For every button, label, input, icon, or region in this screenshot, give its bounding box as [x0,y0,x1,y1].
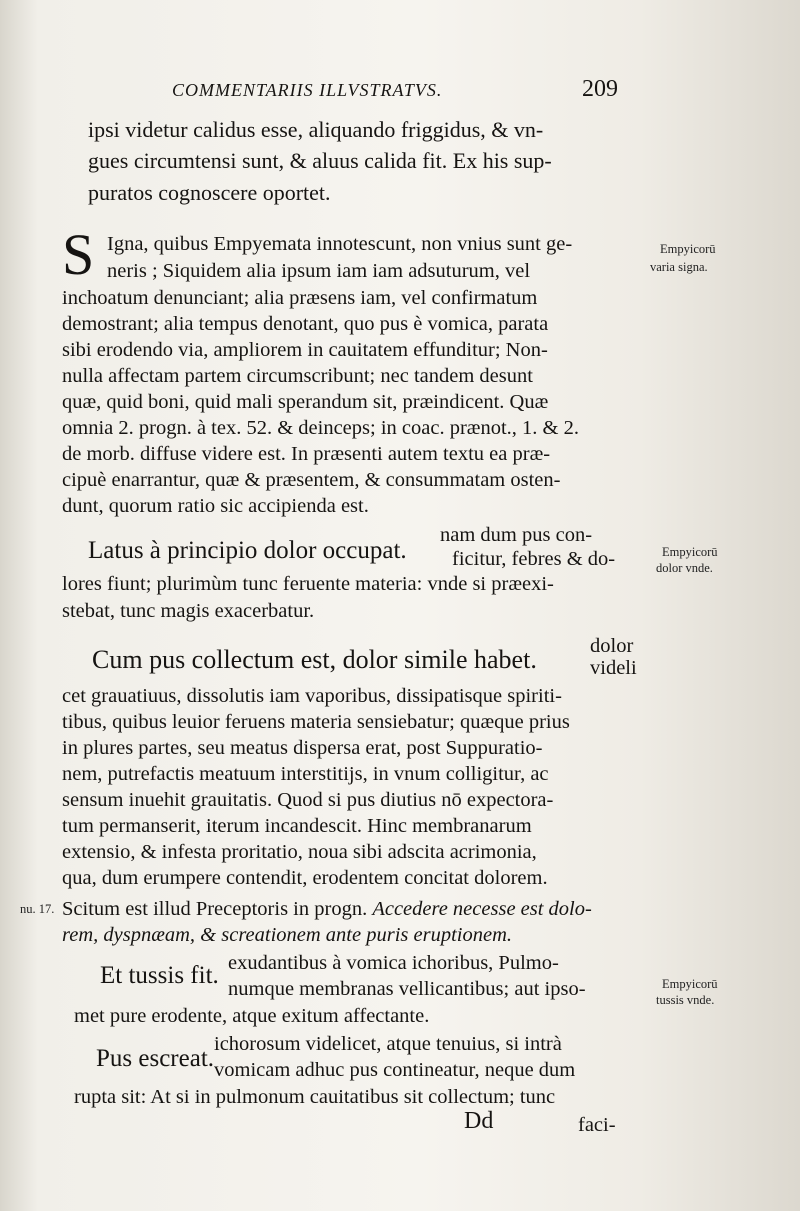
margin-note-tussis-2: tussis vnde. [656,993,715,1007]
cum-lemma: Cum pus collectum est, dolor simile habet. [92,645,537,674]
cum-line-7: extensio, & infesta proritatio, noua sibi adscita acrimonia, [62,841,537,863]
cum-gloss-lower: videli [590,657,637,679]
cum-line-6: tum permanserit, iterum incandescit. Hinc membranarum [62,815,532,837]
pus-line-1: rupta sit: At si in pulmonum cauitatibus sit collectum; tunc [74,1086,556,1108]
cum-reference-italic-1: Accedere necesse est dolo- [372,898,592,920]
signa-line-10: cipuè enarrantur, quæ & præsentem, & consummatam osten- [62,469,561,491]
margin-note-tussis-1: Empyicorū [662,977,718,991]
signa-line-1: Igna, quibus Empyemata innotescunt, non vnius sunt ge- [107,233,573,255]
cum-line-1: cet grauatiuus, dissolutis iam vaporibus, dissipatisque spiriti- [62,685,562,707]
page-number: 209 [582,76,618,102]
pus-gloss-lower: vomicam adhuc pus contineatur, neque dum [214,1059,576,1081]
signa-line-9: de morb. diffuse videre est. In præsenti autem textu ea præ- [62,443,551,465]
latus-gloss-lower: ficitur, febres & do- [452,548,616,570]
pus-lemma: Pus escreat. [96,1045,215,1072]
latus-line-2: stebat, tunc magis exacerbatur. [62,600,315,622]
margin-note-signa-2: varia signa. [650,260,708,274]
latus-line-1: lores fiunt; plurimùm tunc feruente materia: vnde si præexi- [62,573,554,595]
latus-lemma: Latus à principio dolor occupat. [88,537,407,564]
tussis-line-1: met pure erodente, atque exitum affectante. [74,1005,430,1027]
cum-reference-italic-2: rem, dyspnæam, & screationem ante puris eruptionem. [62,924,512,946]
signa-line-8: omnia 2. progn. à tex. 52. & deinceps; in coac. prænot., 1. & 2. [62,417,579,439]
cum-line-5: sensum inuehit grauitatis. Quod si pus diutius nō expectora- [62,789,554,811]
signa-line-2: neris ; Siquidem alia ipsum iam iam adsuturum, vel [107,260,531,282]
cum-reference [62,896,592,922]
signature-mark: Dd [464,1108,494,1134]
margin-ref-number: nu. 17. [20,902,55,916]
signa-line-11: dunt, quorum ratio sic accipienda est. [62,495,369,517]
cum-line-4: nem, putrefactis meatuum interstitijs, in vnum colligitur, ac [62,763,549,785]
margin-note-signa-1: Empyicorū [660,242,716,256]
margin-note-dolor-1: Empyicorū [662,545,718,559]
pus-gloss-upper: ichorosum videlicet, atque tenuius, si intrà [214,1033,562,1055]
signa-line-6: nulla affectam partem circumscribunt; nec tandem desunt [62,365,533,387]
signa-line-3: inchoatum denunciant; alia præsens iam, vel confirmatum [62,287,538,309]
opening-line-2: gues circumtensi sunt, & aluus calida fit. Ex his sup- [88,148,552,173]
tussis-gloss-lower: numque membranas vellicantibus; aut ipso- [228,978,586,1000]
drop-cap-initial: S [62,222,95,287]
cum-line-3: in plures partes, seu meatus dispersa erat, post Suppuratio- [62,737,543,759]
catchword: faci- [578,1114,616,1136]
signa-line-4: demostrant; alia tempus denotant, quo pus è vomica, parata [62,313,549,335]
signa-line-7: quæ, quid boni, quid mali sperandum sit, præindicent. Quæ [62,391,549,413]
running-title: COMMENTARIIS ILLVSTRATVS. [172,80,443,100]
latus-gloss-upper: nam dum pus con- [440,524,593,546]
margin-note-dolor-2: dolor vnde. [656,561,713,575]
tussis-lemma: Et tussis fit. [100,962,219,989]
cum-line-8: qua, dum erumpere contendit, erodentem concitat dolorem. [62,867,548,889]
opening-line-1: ipsi videtur calidus esse, aliquando friggidus, & vn- [88,117,544,142]
cum-line-2: tibus, quibus leuior feruens materia sensiebatur; quæque prius [62,711,570,733]
signa-line-5: sibi erodendo via, ampliorem in cauitatem effunditur; Non- [62,339,548,361]
cum-gloss-upper: dolor [590,635,634,657]
tussis-gloss-upper: exudantibus à vomica ichoribus, Pulmo- [228,952,559,974]
opening-line-3: puratos cognoscere oportet. [88,180,331,205]
cum-reference-lead: Scitum est illud Preceptoris in progn. [62,898,368,920]
